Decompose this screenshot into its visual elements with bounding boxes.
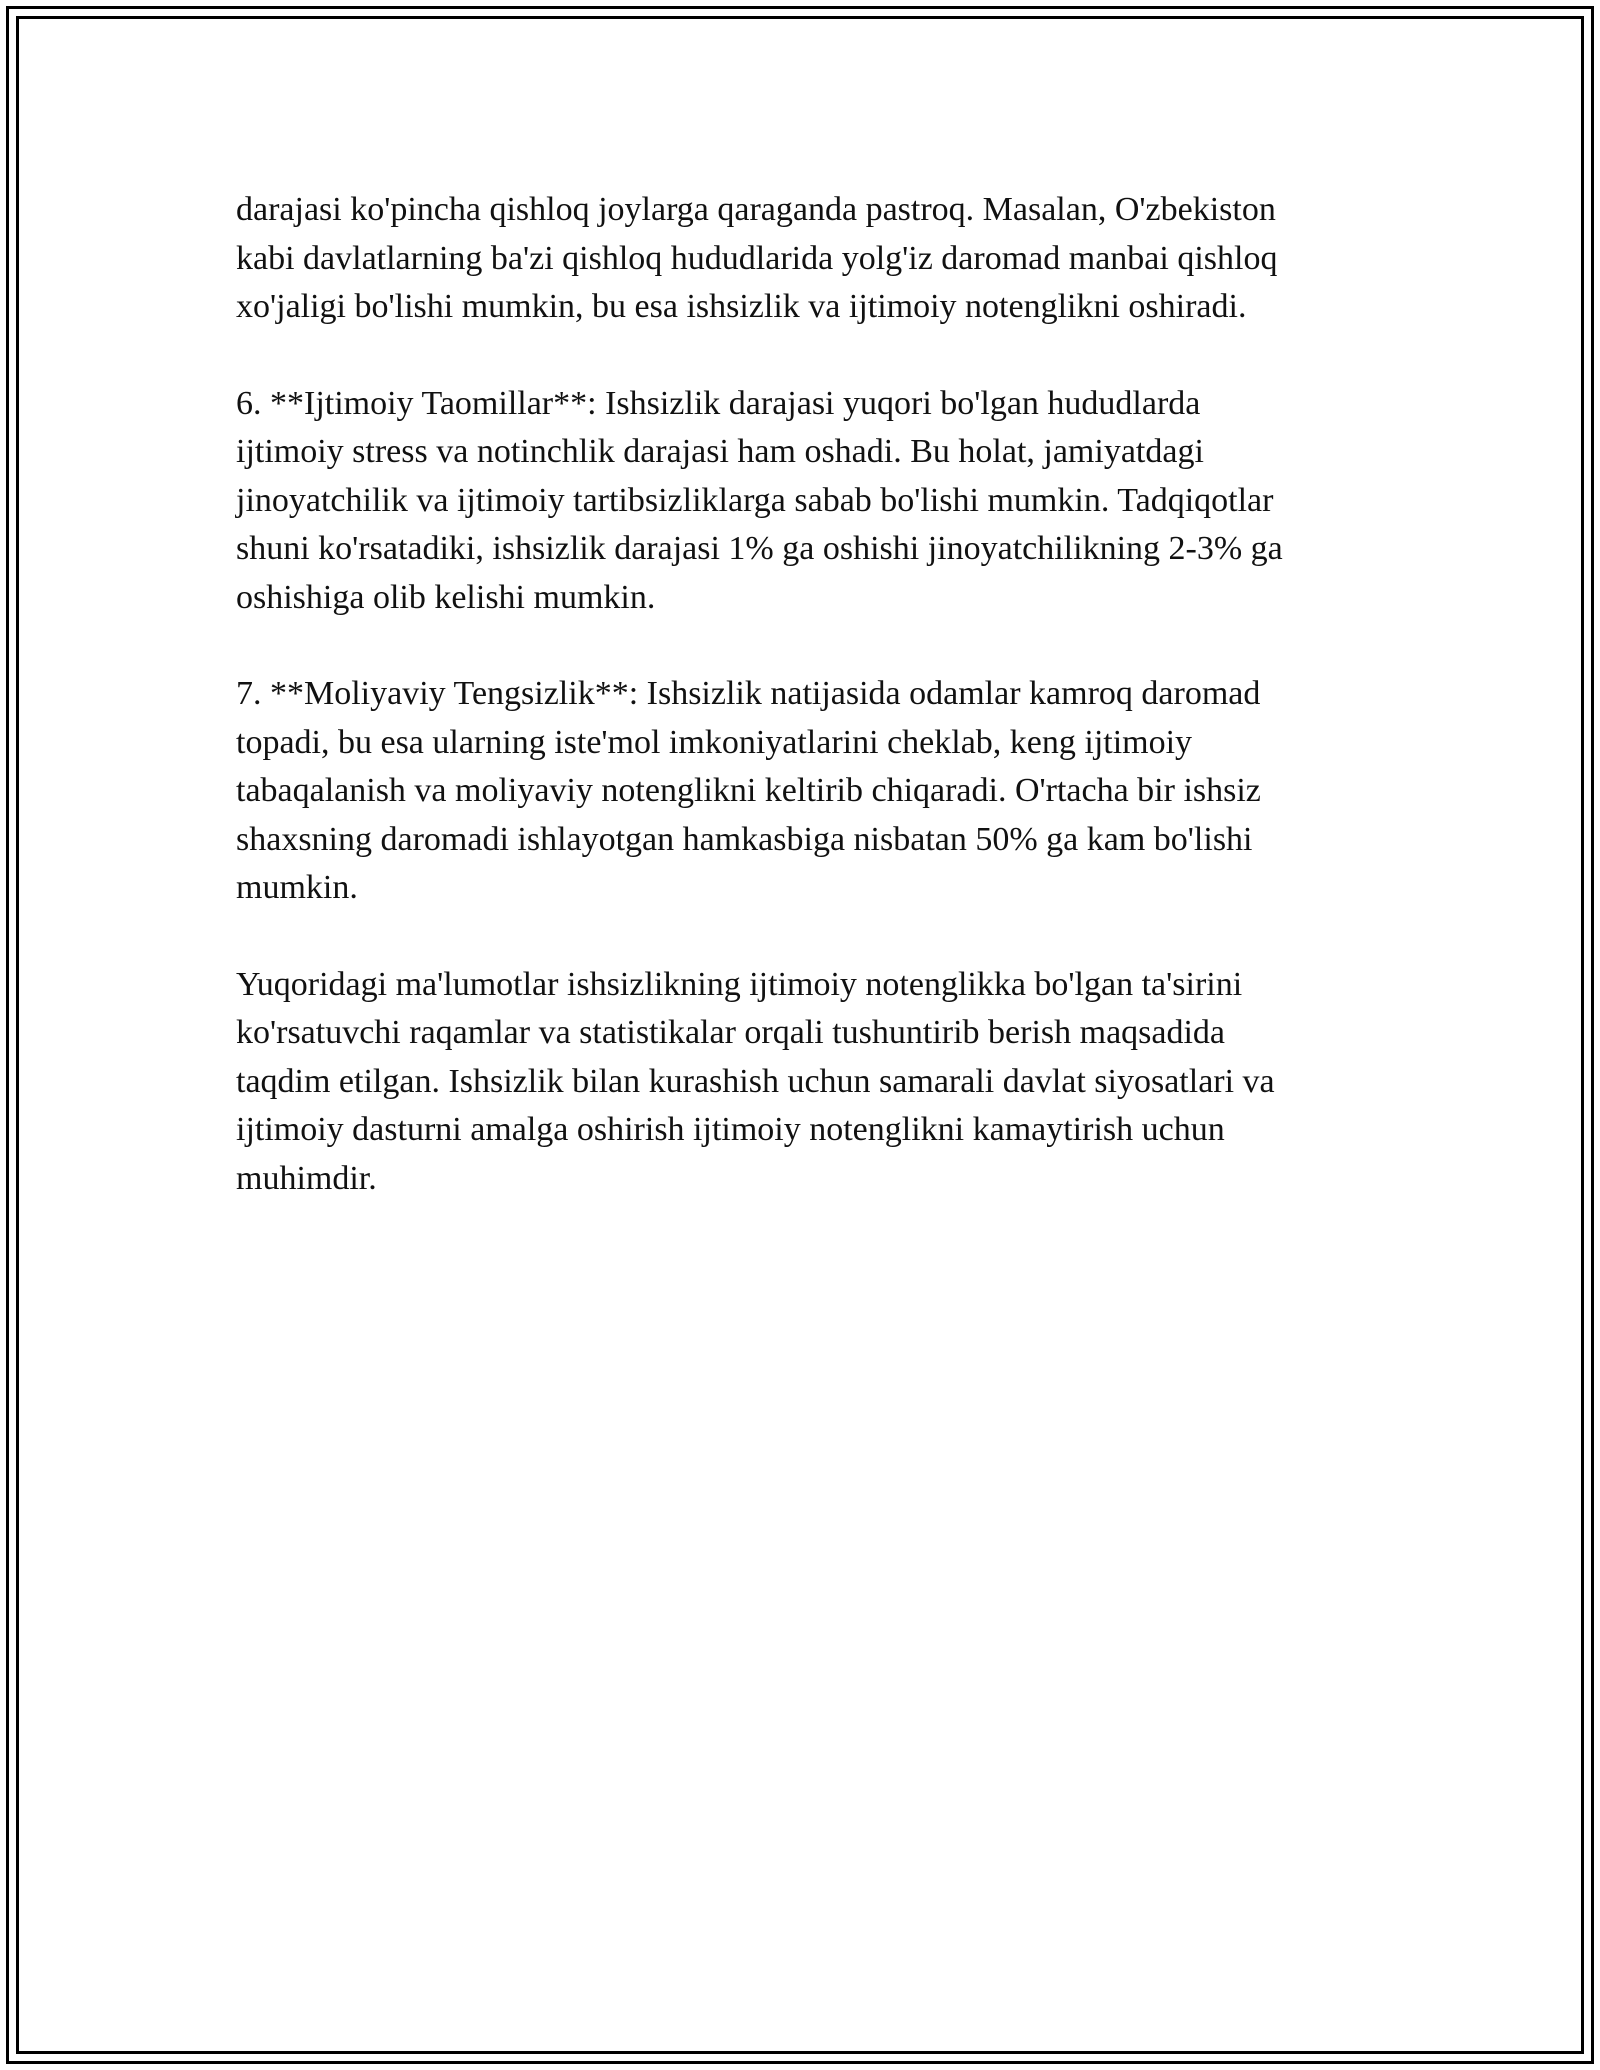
text-line: oshishiga olib kelishi mumkin. [236, 578, 656, 616]
text-line: shaxsning daromadi ishlayotgan hamkasbiga nisbatan 50% ga kam bo'lishi [236, 820, 1253, 858]
text-line: kabi davlatlarning ba'zi qishloq hududlarida yolg'iz daromad manbai qishloq [236, 239, 1278, 277]
text-line: 7. **Moliyaviy Tengsizlik**: Ishsizlik natijasida odamlar kamroq daromad [236, 675, 1261, 712]
text-line: mumkin. [236, 869, 358, 906]
paragraph-social-factors [236, 380, 1376, 623]
text-line: Yuqoridagi ma'lumotlar ishsizlikning ijtimoiy notenglikka bo'lgan ta'sirini [236, 965, 1243, 1003]
text-line: shuni ko'rsatadiki, ishsizlik darajasi 1% ga oshishi jinoyatchilikning 2-3% ga [236, 530, 1283, 567]
text-line: ko'rsatuvchi raqamlar va statistikalar orqali tushuntirib berish maqsadida [236, 1014, 1226, 1051]
paragraph-financial-inequality [236, 670, 1376, 913]
paragraph-rural-income [236, 186, 1376, 332]
text-line: taqdim etilgan. Ishsizlik bilan kurashish uchun samarali davlat siyosatlari va [236, 1062, 1275, 1100]
paragraph-conclusion [236, 961, 1376, 1204]
text-line: jinoyatchilik va ijtimoiy tartibsizliklarga sabab bo'lishi mumkin. Tadqiqotlar [236, 481, 1274, 519]
document-body [236, 186, 1376, 1251]
text-line: muhimdir. [236, 1159, 377, 1197]
text-line: topadi, bu esa ularning iste'mol imkoniyatlarini cheklab, keng ijtimoiy [236, 723, 1193, 761]
text-line: 6. **Ijtimoiy Taomillar**: Ishsizlik darajasi yuqori bo'lgan hududlarda [236, 384, 1201, 422]
text-line: darajasi ko'pincha qishloq joylarga qaraganda pastroq. Masalan, O'zbekiston [236, 191, 1276, 228]
text-line: xo'jaligi bo'lishi mumkin, bu esa ishsizlik va ijtimoiy notenglikni oshiradi. [236, 288, 1247, 325]
text-line: tabaqalanish va moliyaviy notenglikni keltirib chiqaradi. O'rtacha bir ishsiz [236, 772, 1261, 809]
text-line: ijtimoiy dasturni amalga oshirish ijtimoiy notenglikni kamaytirish uchun [236, 1111, 1225, 1148]
text-line: ijtimoiy stress va notinchlik darajasi ham oshadi. Bu holat, jamiyatdagi [236, 433, 1204, 470]
